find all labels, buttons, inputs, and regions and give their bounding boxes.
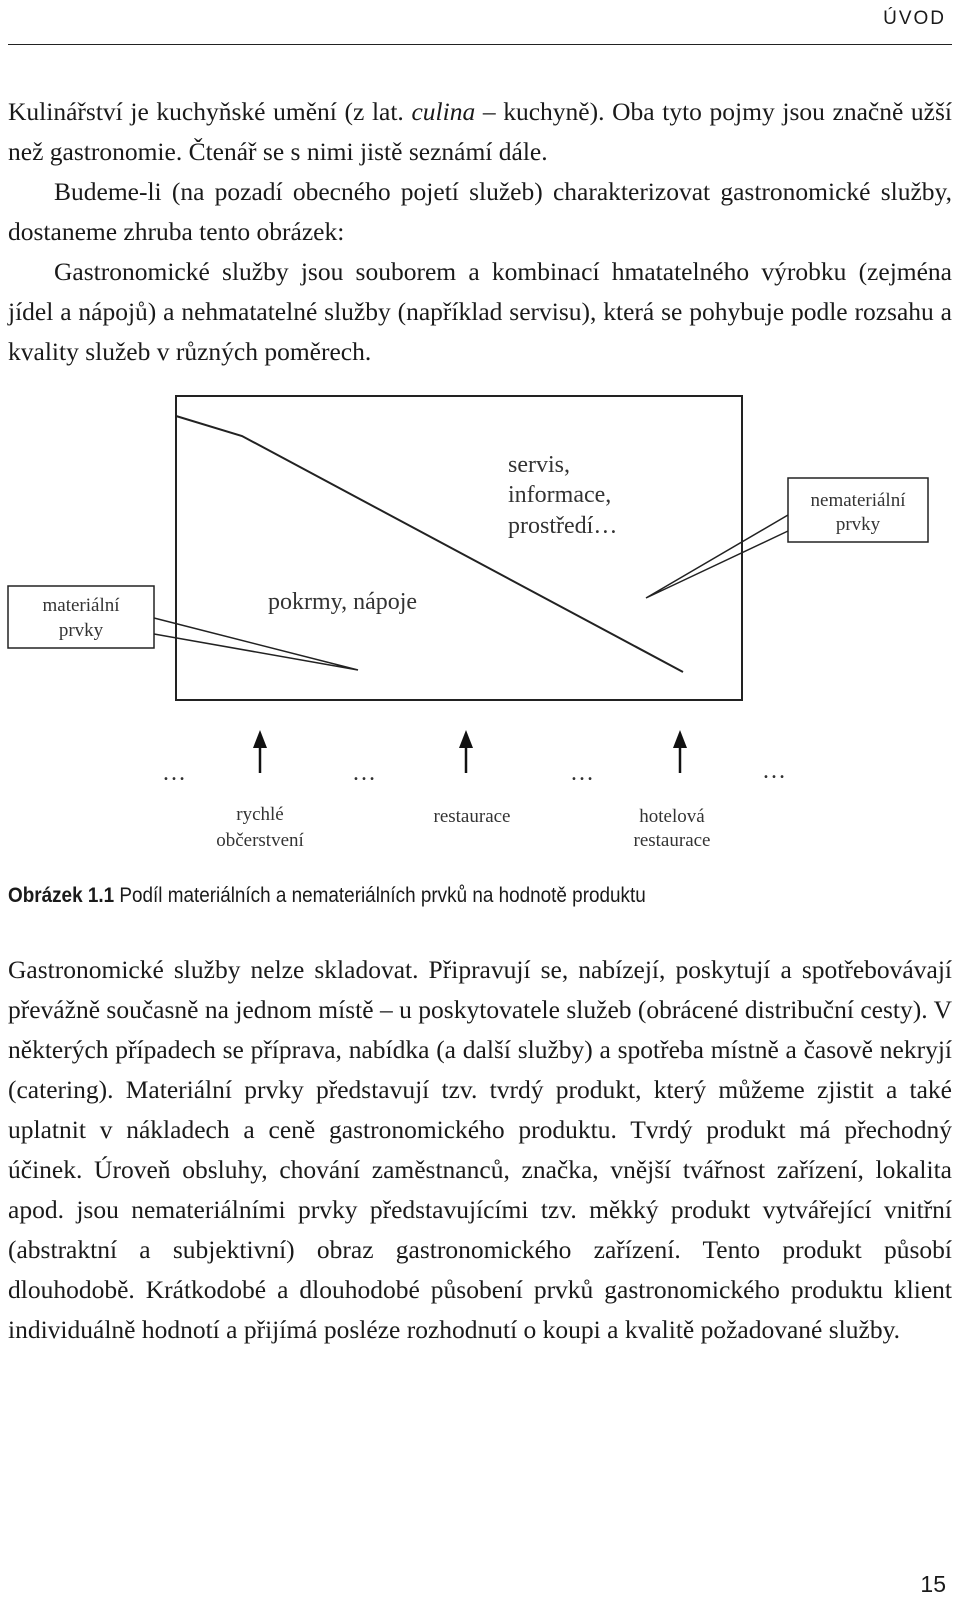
material-callout-line2: prvky (58, 620, 104, 641)
services-label-3: prostředí… (508, 513, 618, 539)
arrow-head-3 (673, 730, 687, 748)
caption-text: Podíl materiálních a nemateriálních prvků na hodnotě produktu (114, 884, 646, 907)
body-paragraph: Gastronomické služby nelze skladovat. Připravují se, nabízejí, poskytují a spotřebovávají převážně současně na jednom místě – u poskytovatele služeb (obrácené distribuční cesty). V některých případech se příprava, nabídka (a další služby) a spotřeba místně a časově nekryjí (catering). Materiální prvky představují tzv. tvrdý produkt, který můžeme zjistit a také uplatnit v nákladech a ceně gastronomického produktu. Tvrdý produkt má přechodný účinek. Úroveň obsluhy, chování zaměstnanců, značka, vnější tvářnost zařízení, lokalita apod. jsou nemateriálními prvky představujícími tzv. měkký produkt vytvářející vnitřní (abstraktní a subjektivní) obraz gastronomického zařízení. Tento produkt působí dlouhodobě. Krátkodobé a dlouhodobé působení prvků gastronomického produktu klient individuálně hodnotí a přijímá posléze rozhodnutí o koupi a kvalitě požadované služby. (8, 955, 952, 1344)
caption-label: Obrázek 1.1 (8, 884, 115, 907)
ellipsis-3: … (570, 760, 594, 786)
intro-text-start: Kulinářství je kuchyňské umění (z lat. (8, 97, 412, 126)
material-intangible-diagram (0, 392, 960, 872)
services-label-2: informace, (508, 482, 612, 508)
header-rule (8, 44, 952, 45)
running-header: ÚVOD (883, 8, 946, 29)
restaurant-label: restaurace (433, 806, 511, 827)
fastfood-label-1: rychlé (236, 804, 284, 825)
intro-italic-word: culina (411, 97, 476, 126)
dividing-line (176, 416, 683, 672)
intangible-callout-line1: nemateriální (810, 490, 906, 511)
intro-text-end: – kuchyně). Oba tyto pojmy jsou značně užší než gastronomie. Čtenář se s nimi jistě seznámí dále. (8, 97, 952, 166)
food-label: pokrmy, nápoje (268, 589, 418, 615)
arrow-head-1 (253, 730, 267, 748)
figure-caption (8, 884, 646, 908)
hotel-label-2: restaurace (633, 830, 711, 851)
material-callout-line1: materiální (42, 595, 120, 616)
ellipsis-1: … (162, 760, 186, 786)
diagram-frame (176, 396, 742, 700)
intro-text (8, 92, 952, 372)
material-callout-pointer (154, 618, 358, 670)
hotel-label-1: hotelová (639, 806, 705, 827)
intangible-callout-pointer (646, 515, 788, 598)
fastfood-label-2: občerstvení (216, 830, 304, 851)
intangible-callout-line2: prvky (835, 514, 881, 535)
intro-paragraph-2: Budeme-li (na pozadí obecného pojetí služeb) charakterizovat gastronomické služby, dostaneme zhruba tento obrázek: (8, 177, 952, 246)
arrow-head-2 (459, 730, 473, 748)
services-label-1: servis, (508, 452, 570, 478)
ellipsis-2: … (352, 760, 376, 786)
intro-paragraph-1 (8, 92, 952, 172)
intro-paragraph-3: Gastronomické služby jsou souborem a kombinací hmatatelného výrobku (zejména jídel a nápojů) a nehmatatelné služby (například servisu), která se pohybuje podle rozsahu a kvality služeb v různých poměrech. (8, 257, 952, 366)
page-number: 15 (920, 1571, 946, 1597)
ellipsis-4: … (762, 758, 786, 784)
